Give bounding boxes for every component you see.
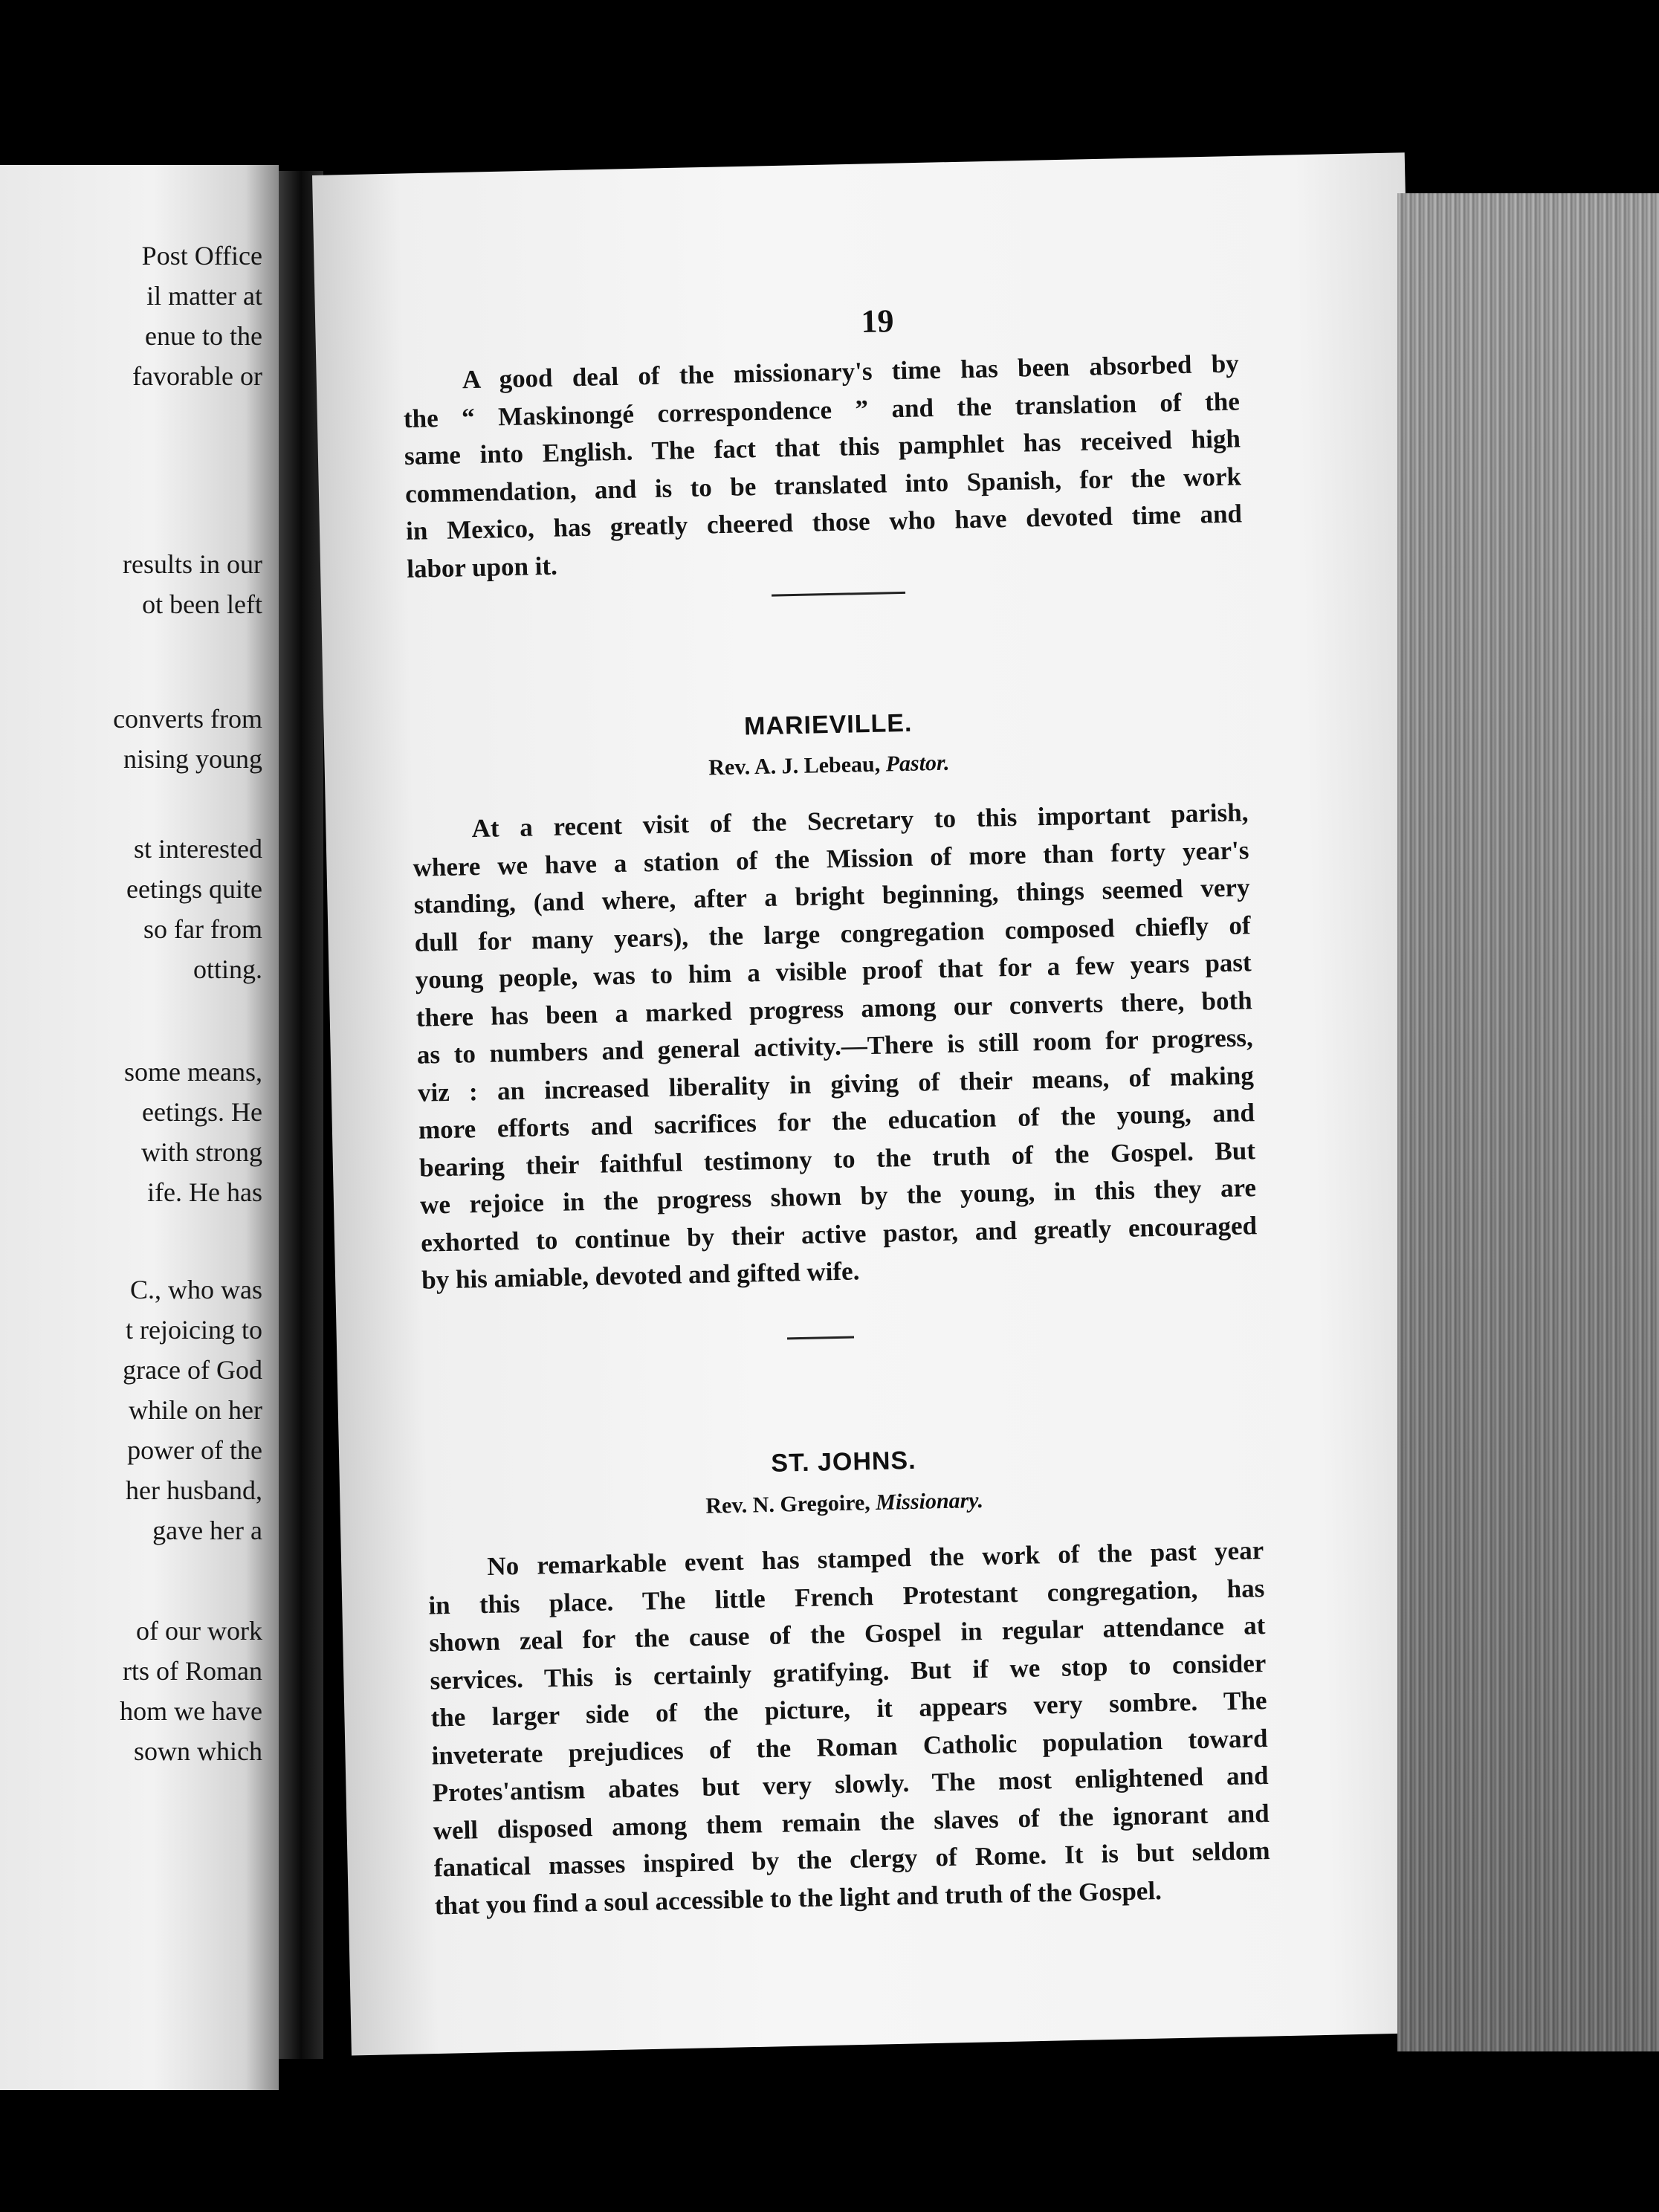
st-johns-paragraph (427, 1532, 1271, 1924)
left-page-line: t rejoicing to (126, 1315, 262, 1345)
text-line: well disposed among them remain the slaves of the ignorant and (433, 1798, 1270, 1846)
text-line: there has been a marked progress among our converts there, both (415, 985, 1253, 1032)
text-line: young people, was to him a visible proof that for a few years past (415, 948, 1252, 995)
text-line: that you find a soul accessible to the light and truth of the Gospel. (434, 1875, 1162, 1921)
left-page-line: otting. (193, 954, 262, 984)
text-line: where we have a station of the Mission of more than forty year's (413, 835, 1249, 882)
left-page-line: hom we have (120, 1696, 262, 1726)
left-page (0, 165, 279, 2090)
text-line: Protes'antism abates but very slowly. The most enlightened and (432, 1761, 1269, 1808)
section-heading-marieville: MARIEVILLE. (743, 708, 913, 741)
text-line: by his amiable, devoted and gifted wife. (421, 1256, 860, 1295)
left-page-line: some means, (124, 1057, 262, 1087)
left-page-line: of our work (136, 1616, 262, 1646)
left-page-line: converts from (113, 704, 262, 734)
left-page-line: gave her a (152, 1516, 262, 1545)
text-line: same into English. The fact that this pamphlet has received high (404, 424, 1241, 470)
left-page-line: C., who was (130, 1275, 262, 1304)
text-line: as to numbers and general activity.—There is still room for progress, (416, 1023, 1254, 1070)
left-page-line: grace of God (123, 1355, 262, 1385)
text-line: shown zeal for the cause of the Gospel in regular attendance at (429, 1611, 1266, 1658)
left-page-line: rts of Roman (123, 1656, 262, 1686)
text-line: At a recent visit of the Secretary to this important parish, (471, 798, 1249, 844)
text-line: services. This is certainly gratifying. But if we stop to consider (430, 1648, 1267, 1695)
book-gutter (279, 171, 323, 2059)
text-line: A good deal of the missionary's time has been absorbed by (462, 349, 1240, 395)
text-line: we rejoice in the progress shown by the young, in this they are (419, 1173, 1257, 1220)
left-page-line: Post Office (141, 241, 262, 271)
text-line: exhorted to continue by their active pastor, and greatly encouraged (420, 1210, 1258, 1258)
byline-role: Missionary. (875, 1487, 984, 1515)
left-page-line: so far from (143, 914, 262, 944)
text-line: dull for many years), the large congregation composed chiefly of (414, 910, 1251, 957)
text-line: commendation, and is to be translated into Spanish, for the work (404, 461, 1242, 508)
left-page-line: eetings quite (126, 874, 262, 904)
text-line: No remarkable event has stamped the work of the past year (486, 1536, 1264, 1581)
byline-name: Rev. N. Gregoire, (705, 1490, 871, 1519)
left-page-line: power of the (127, 1435, 262, 1465)
left-page-line: sown which (134, 1736, 262, 1766)
page-number: 19 (860, 303, 894, 340)
left-page-line: eetings. He (142, 1097, 262, 1127)
left-page-line: il matter at (146, 281, 262, 311)
text-line: bearing their faithful testimony to the truth of the Gospel. But (418, 1135, 1256, 1183)
text-line: more efforts and sacrifices for the education of the young, and (418, 1098, 1255, 1145)
text-line: standing, (and where, after a bright beginning, things seemed very (413, 873, 1250, 919)
page-edge-stack (1397, 193, 1659, 2051)
left-page-line: ot been left (142, 589, 262, 619)
left-page-line: nising young (123, 744, 262, 774)
left-page-line: with strong (140, 1137, 262, 1167)
byline-name: Rev. A. J. Lebeau, (708, 751, 881, 780)
text-line: in this place. The little French Protestant congregation, has (428, 1573, 1265, 1620)
text-line: fanatical masses inspired by the clergy of Rome. It is but seldom (433, 1835, 1271, 1883)
left-page-line: results in our (123, 549, 262, 579)
marieville-paragraph (412, 794, 1258, 1299)
left-page-line: enue to the (145, 321, 262, 351)
text-line: viz : an increased liberality in giving of their means, of making (417, 1060, 1255, 1107)
text-line: labor upon it. (406, 551, 558, 583)
left-page-line: st interested (134, 834, 262, 864)
section-heading-st-johns: ST. JOHNS. (771, 1446, 916, 1478)
left-page-line: her husband, (126, 1475, 262, 1505)
text-line: in Mexico, has greatly cheered those who have devoted time and (405, 499, 1243, 546)
left-page-line: favorable or (132, 361, 262, 391)
text-line: the larger side of the picture, it appears very sombre. The (430, 1686, 1267, 1733)
intro-paragraph (402, 345, 1243, 587)
text-line: the “ Maskinongé correspondence ” and the translation of the (403, 386, 1241, 433)
byline-role: Pastor. (885, 750, 950, 777)
left-page-line: ife. He has (147, 1177, 262, 1207)
text-line: inveterate prejudices of the Roman Catholic population toward (431, 1723, 1268, 1770)
left-page-line: while on her (129, 1395, 262, 1425)
